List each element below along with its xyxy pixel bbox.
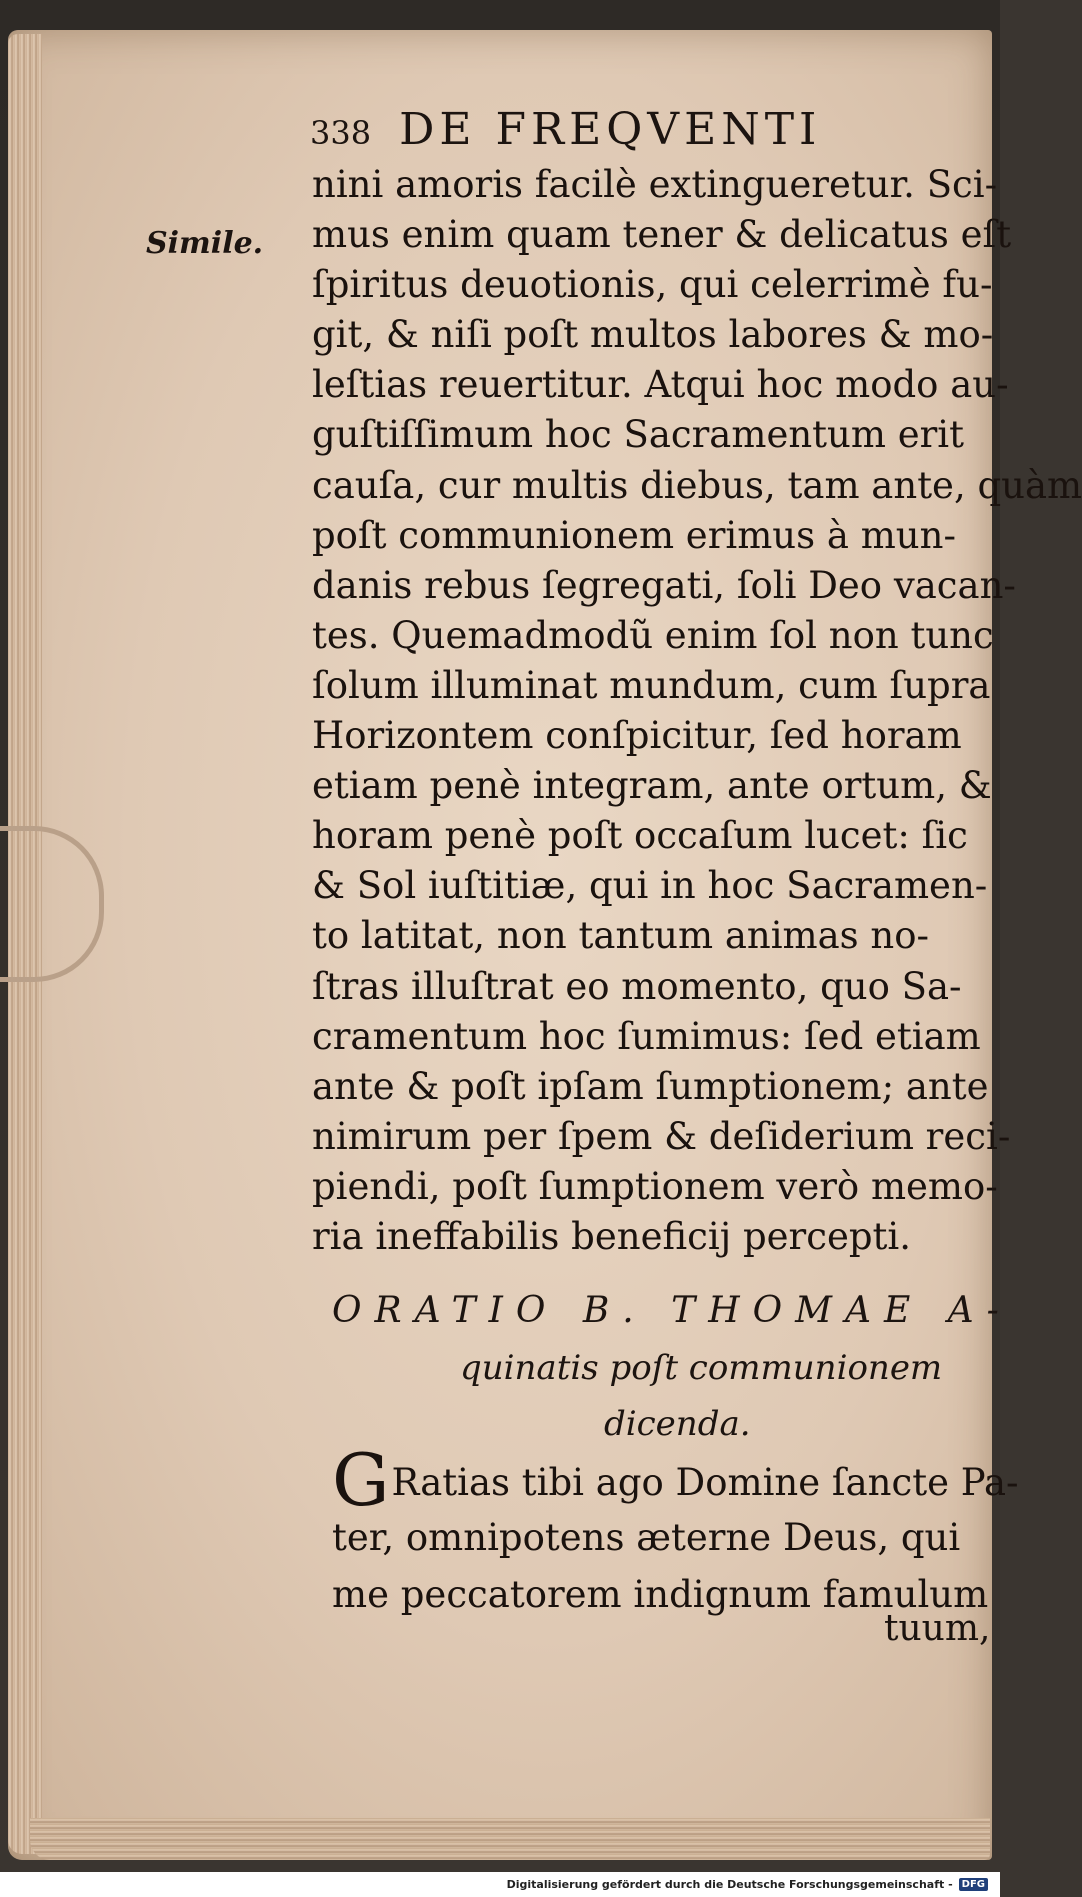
text-line: danis rebus ſegregati, ſoli Deo vacan- bbox=[312, 563, 1016, 607]
dfg-logo: DFG bbox=[959, 1878, 988, 1891]
text-line: git, & niſi poſt multos labores & mo- bbox=[312, 313, 994, 357]
text-line: etiam penè integram, ante ortum, & bbox=[312, 764, 992, 808]
text-line: & Sol iuſtitiæ, qui in hoc Sacramen- bbox=[312, 864, 988, 908]
prayer-first-line bbox=[332, 1438, 1019, 1522]
text-line: mus enim quam tener & delicatus eſt bbox=[312, 213, 1012, 257]
prayer-text bbox=[332, 1438, 1019, 1623]
running-header bbox=[310, 104, 950, 164]
text-line: tes. Quemadmodũ enim ſol non tunc bbox=[312, 613, 994, 657]
prayer-line-rest: Ratias tibi ago Domine ſancte Pa- bbox=[391, 1461, 1019, 1504]
prayer-line: ter, omnipotens æterne Deus, qui bbox=[332, 1516, 961, 1559]
prayer-heading-line: quinatis poſt communionem bbox=[460, 1348, 943, 1388]
catchword: tuum, bbox=[884, 1608, 991, 1649]
text-line: leſtias reuertitur. Atqui hoc modo au- bbox=[312, 363, 1009, 407]
text-line: ante & poſt ipſam ſumptionem; ante bbox=[312, 1064, 989, 1108]
digitization-footer bbox=[0, 1872, 1000, 1897]
prayer-heading-line: dicenda. bbox=[604, 1404, 751, 1444]
prayer-heading bbox=[332, 1290, 1012, 1460]
text-line: ſpiritus deuotionis, qui celerrimè fu- bbox=[312, 263, 993, 307]
page-number: 338 bbox=[310, 114, 372, 152]
text-line: ria ineffabilis beneficij percepti. bbox=[312, 1214, 911, 1258]
margin-note: Simile. bbox=[146, 226, 264, 261]
text-line: piendi, poſt ſumptionem verò memo- bbox=[312, 1164, 998, 1208]
text-line: poſt communionem erimus à mun- bbox=[312, 513, 956, 557]
text-line: cramentum hoc ſumimus: ſed etiam bbox=[312, 1014, 981, 1058]
text-line: nimirum per ſpem & deſiderium reci- bbox=[312, 1114, 1011, 1158]
running-title: DE FREQVENTI bbox=[399, 104, 822, 155]
prayer-line: me peccatorem indignum famulum bbox=[332, 1573, 989, 1616]
body-text bbox=[312, 160, 1082, 1262]
funding-credit: Digitalisierung gefördert durch die Deutsche Forschungsgemeinschaft - bbox=[506, 1878, 953, 1891]
text-line: nini amoris facilè extingueretur. Sci- bbox=[312, 163, 998, 206]
text-line: Horizontem conſpicitur, ſed horam bbox=[312, 714, 962, 758]
text-line: to latitat, non tantum animas no- bbox=[312, 914, 930, 958]
prayer-heading-line: ORATIO B. THOMAE A- bbox=[332, 1290, 1012, 1331]
text-line: horam penè poſt occaſum lucet: ſic bbox=[312, 814, 968, 858]
text-line: ſolum illuminat mundum, cum ſupra bbox=[312, 663, 991, 707]
text-line: ſtras illuſtrat eo momento, quo Sa- bbox=[312, 964, 962, 1008]
text-line: guſtiſſimum hoc Sacramentum erit bbox=[312, 413, 964, 457]
drop-cap: G bbox=[332, 1438, 390, 1522]
text-line: cauſa, cur multis diebus, tam ante, quàm bbox=[312, 463, 1082, 507]
page-edges-bottom bbox=[30, 1818, 990, 1860]
